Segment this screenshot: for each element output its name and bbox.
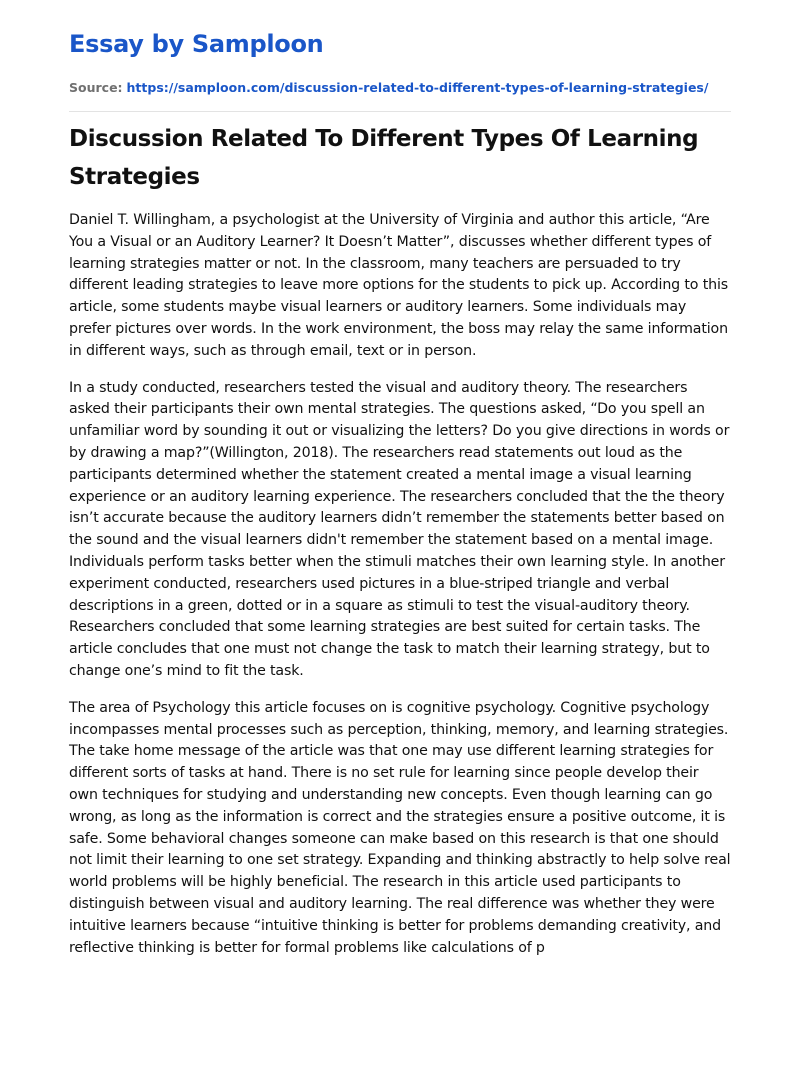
article-body [69, 210, 731, 974]
source-label: Source: [69, 80, 123, 95]
source-link[interactable]: https://samploon.com/discussion-related-to-different-types-of-learning-strategies/ [126, 80, 709, 95]
site-brand: Essay by Samploon [69, 30, 324, 58]
paragraph-1: Daniel T. Willingham, a psychologist at the University of Virginia and author this article, “Are You a Visual or an Auditory Learner? It Doesn’t Matter”, discusses whether different types of learning strategies matter or not. In the classroom, many teachers are persuaded to try different leading strategies to leave more options for the students to pick up. According to this article, some students maybe visual learners or auditory learners. Some individuals may prefer pictures over words. In the work environment, the boss may relay the same information in different ways, such as through email, text or in person. [69, 212, 728, 359]
article-title: Discussion Related To Different Types Of Learning Strategies [69, 126, 699, 190]
paragraph-3: The area of Psychology this article focuses on is cognitive psychology. Cognitive psychology incompasses mental processes such as perception, thinking, memory, and learning strategies. The take home message of the article was that one may use different learning strategies for different sorts of tasks at hand. There is no set rule for learning since people develop their own techniques for studying and understanding new concepts. Even though learning can go wrong, as long as the information is correct and the strategies ensure a positive outcome, it is safe. Some behavioral changes someone can make based on this research is that one should not limit their learning to one set strategy. Expanding and thinking abstractly to help solve real world problems will be highly beneficial. The research in this article used participants to distinguish between visual and auditory learning. The real difference was whether they were intuitive learners because “intuitive thinking is better for problems demanding creativity, and reflective thinking is better for formal problems like calculations of p [69, 699, 731, 956]
header-divider [69, 111, 731, 112]
paragraph-2: In a study conducted, researchers tested the visual and auditory theory. The researchers asked their participants their own mental strategies. The questions asked, “Do you spell an unfamiliar word by sounding it out or visualizing the letters? Do you give directions in words or by drawing a map?”(Willington, 2018). The researchers read statements out loud as the participants determined whether the statement created a mental image a visual learning experience or an auditory learning experience. The researchers concluded that the the theory isn’t accurate because the auditory learners didn’t remember the statements better based on the sound and the visual learners didn't remember the statement based on a mental image. Individuals perform tasks better when the stimuli matches their own learning style. In another experiment conducted, researchers used pictures in a blue-striped triangle and verbal descriptions in a green, dotted or in a square as stimuli to test the visual-auditory theory. Researchers concluded that some learning strategies are best suited for certain tasks. The article concludes that one must not change the task to match their learning strategy, but to change one’s mind to fit the task. [69, 379, 730, 679]
source-line [69, 80, 731, 95]
